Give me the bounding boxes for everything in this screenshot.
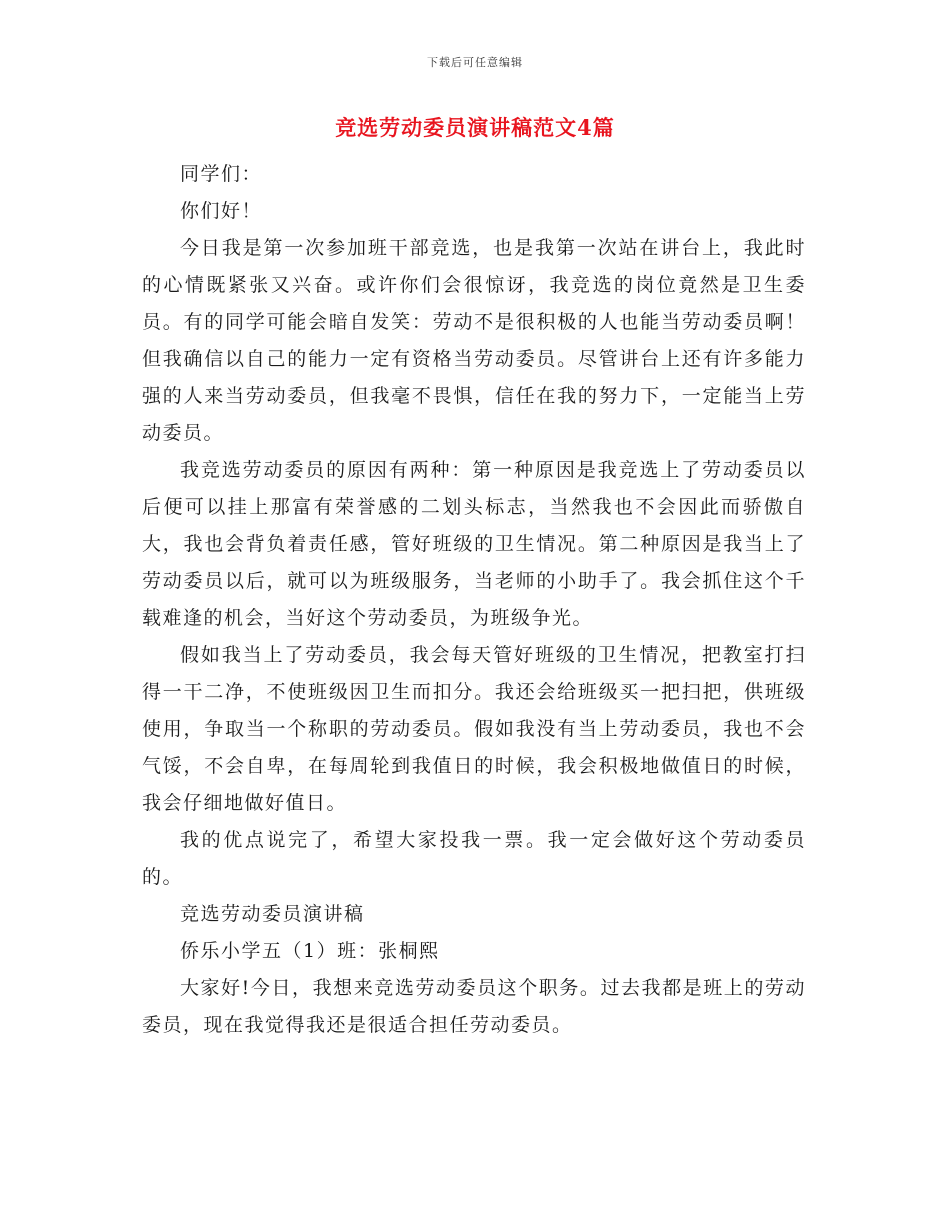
author-line: 侨乐小学五（1）班：张桐熙: [180, 940, 440, 962]
paragraph: 大家好!今日，我想来竞选劳动委员这个职务。过去我都是班上的劳动委员，现在我觉得我还是很适合担任劳动委员。: [142, 977, 806, 1036]
paragraph-greeting-classmates: 同学们：: [180, 163, 263, 185]
paragraph-greeting-hello: 你们好！: [180, 200, 263, 222]
paragraph: 假如我当上了劳动委员，我会每天管好班级的卫生情况，把教室打扫得一干二净，不使班级因卫生而扣分。我还会给班级买一把扫把，供班级使用，争取当一个称职的劳动委员。假如我没有当上劳动委员，我也不会气馁，不会自卑，在每周轮到我值日的时候，我会积极地做值日的时候，我会仔细地做好值日。: [142, 644, 806, 814]
document-body: [142, 156, 806, 1044]
paragraph: 我竞选劳动委员的原因有两种：第一种原因是我竞选上了劳动委员以后便可以挂上那富有荣誉感的二划头标志，当然我也不会因此而骄傲自大，我也会背负着责任感，管好班级的卫生情况。第二种原因是我当上了劳动委员以后，就可以为班级服务，当老师的小助手了。我会抓住这个千载难逢的机会，当好这个劳动委员，为班级争光。: [142, 459, 806, 629]
document-title: 竞选劳动委员演讲稿范文4篇: [335, 115, 615, 140]
paragraph: 我的优点说完了，希望大家投我一票。我一定会做好这个劳动委员的。: [142, 829, 806, 888]
paragraph: 今日我是第一次参加班干部竞选，也是我第一次站在讲台上，我此时的心情既紧张又兴奋。或许你们会很惊讶，我竞选的岗位竟然是卫生委员。有的同学可能会暗自发笑：劳动不是很积极的人也能当劳动委员啊！但我确信以自己的能力一定有资格当劳动委员。尽管讲台上还有许多能力强的人来当劳动委员，但我毫不畏惧，信任在我的努力下，一定能当上劳动委员。: [142, 237, 806, 444]
sub-title: 竞选劳动委员演讲稿: [180, 903, 365, 925]
header-note: 下载后可任意编辑: [427, 56, 523, 69]
